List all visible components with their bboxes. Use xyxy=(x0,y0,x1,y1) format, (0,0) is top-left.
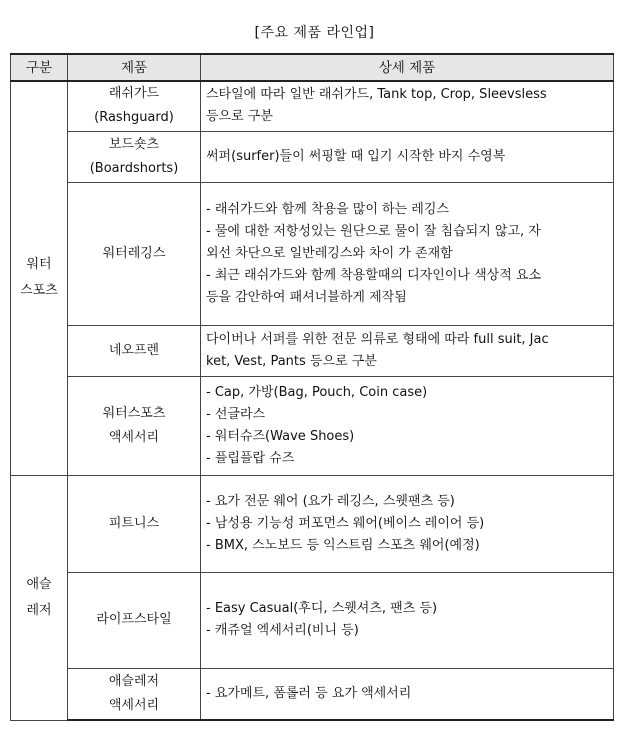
product-athleisure-accessory xyxy=(68,668,201,720)
detail-line: - 워터슈즈(Wave Shoes) xyxy=(206,428,355,444)
product-line: 액세서리 xyxy=(108,697,160,713)
detail-line: - 래쉬가드와 함께 착용을 많이 하는 레깅스 xyxy=(206,201,449,217)
table-title: [주요 제품 라인업] xyxy=(254,25,375,41)
detail-line: - 남성용 기능성 퍼포먼스 웨어(베이스 레이어 등) xyxy=(206,515,485,531)
detail-fitness xyxy=(201,475,614,572)
product-lifestyle xyxy=(68,572,201,668)
detail-line: - 최근 래쉬가드와 함께 착용할때의 디자인이나 색상적 요소 xyxy=(206,267,542,283)
product-line: 라이프스타일 xyxy=(96,612,172,627)
detail-line: 스타일에 따라 일반 래쉬가드, Tank top, Crop, Sleevsless xyxy=(206,87,547,103)
detail-line: - BMX, 스노보드 등 익스트림 스포츠 웨어(예정) xyxy=(206,537,480,553)
product-line: 보드숏츠 xyxy=(108,136,160,152)
detail-water-sports-accessory xyxy=(201,376,614,475)
detail-line: - 선글라스 xyxy=(206,406,266,422)
detail-boardshorts xyxy=(201,131,614,182)
product-line: 애슬레저 xyxy=(108,673,160,689)
header-row xyxy=(11,54,614,81)
table-row xyxy=(11,81,614,131)
detail-line: - 플립플랍 슈즈 xyxy=(206,450,295,466)
product-line: 피트니스 xyxy=(108,515,160,531)
category-line: 레저 xyxy=(26,602,52,618)
category-line: 워터 xyxy=(26,257,52,273)
table-row xyxy=(11,131,614,182)
product-line: 래쉬가드 xyxy=(108,86,160,102)
category-line: 스포츠 xyxy=(20,283,58,299)
detail-line: 외선 차단으로 일반레깅스와 차이 가 존재함 xyxy=(206,245,453,261)
product-line: 액세서리 xyxy=(108,429,160,445)
product-water-sports-accessory xyxy=(68,376,201,475)
detail-rashguard xyxy=(201,81,614,131)
detail-line: ket, Vest, Pants 등으로 구분 xyxy=(206,353,377,369)
detail-neoprene xyxy=(201,325,614,376)
detail-water-leggings xyxy=(201,182,614,325)
category-athleisure xyxy=(11,475,68,720)
detail-line: 등을 감안하여 패셔너블하게 제작됨 xyxy=(206,289,407,305)
product-line: 워터레깅스 xyxy=(102,245,166,261)
detail-line: 등으로 구분 xyxy=(206,109,273,125)
header-product: 제품 xyxy=(68,54,201,81)
table-row xyxy=(11,475,614,572)
product-line: 워터스포츠 xyxy=(102,405,166,421)
category-line: 애슬 xyxy=(26,576,52,592)
table-row xyxy=(11,325,614,376)
product-line: (Rashguard) xyxy=(94,110,174,126)
header-detail: 상세 제품 xyxy=(201,54,614,81)
detail-line: - 요가메트, 폼롤러 등 요가 액세서리 xyxy=(206,685,412,701)
table-row xyxy=(11,376,614,475)
table-row xyxy=(11,572,614,668)
product-rashguard xyxy=(68,81,201,131)
product-line: 네오프렌 xyxy=(108,342,160,358)
category-water-sports xyxy=(11,81,68,475)
detail-line: 써퍼(surfer)들이 써핑할 때 입기 시작한 바지 수영복 xyxy=(206,148,506,164)
table-row xyxy=(11,182,614,325)
detail-line: 다이버나 서퍼를 위한 전문 의류로 형태에 따라 full suit, Jac xyxy=(206,331,549,347)
product-boardshorts xyxy=(68,131,201,182)
product-fitness xyxy=(68,475,201,572)
product-neoprene xyxy=(68,325,201,376)
detail-line: - 캐쥬얼 엑세서리(비니 등) xyxy=(206,623,359,638)
detail-line: - Cap, 가방(Bag, Pouch, Coin case) xyxy=(206,384,428,400)
product-water-leggings xyxy=(68,182,201,325)
detail-athleisure-accessory xyxy=(201,668,614,720)
detail-line: - Easy Casual(후디, 스웻셔츠, 팬츠 등) xyxy=(206,601,438,616)
detail-line: - 물에 대한 저항성있는 원단으로 물이 잘 침습되지 않고, 자 xyxy=(206,223,541,239)
product-lineup-table xyxy=(10,53,614,721)
product-line: (Boardshorts) xyxy=(89,160,179,176)
detail-lifestyle xyxy=(201,572,614,668)
table-row xyxy=(11,668,614,720)
detail-line: - 요가 전문 웨어 (요가 레깅스, 스웻팬츠 등) xyxy=(206,493,455,509)
header-category: 구분 xyxy=(11,54,68,81)
